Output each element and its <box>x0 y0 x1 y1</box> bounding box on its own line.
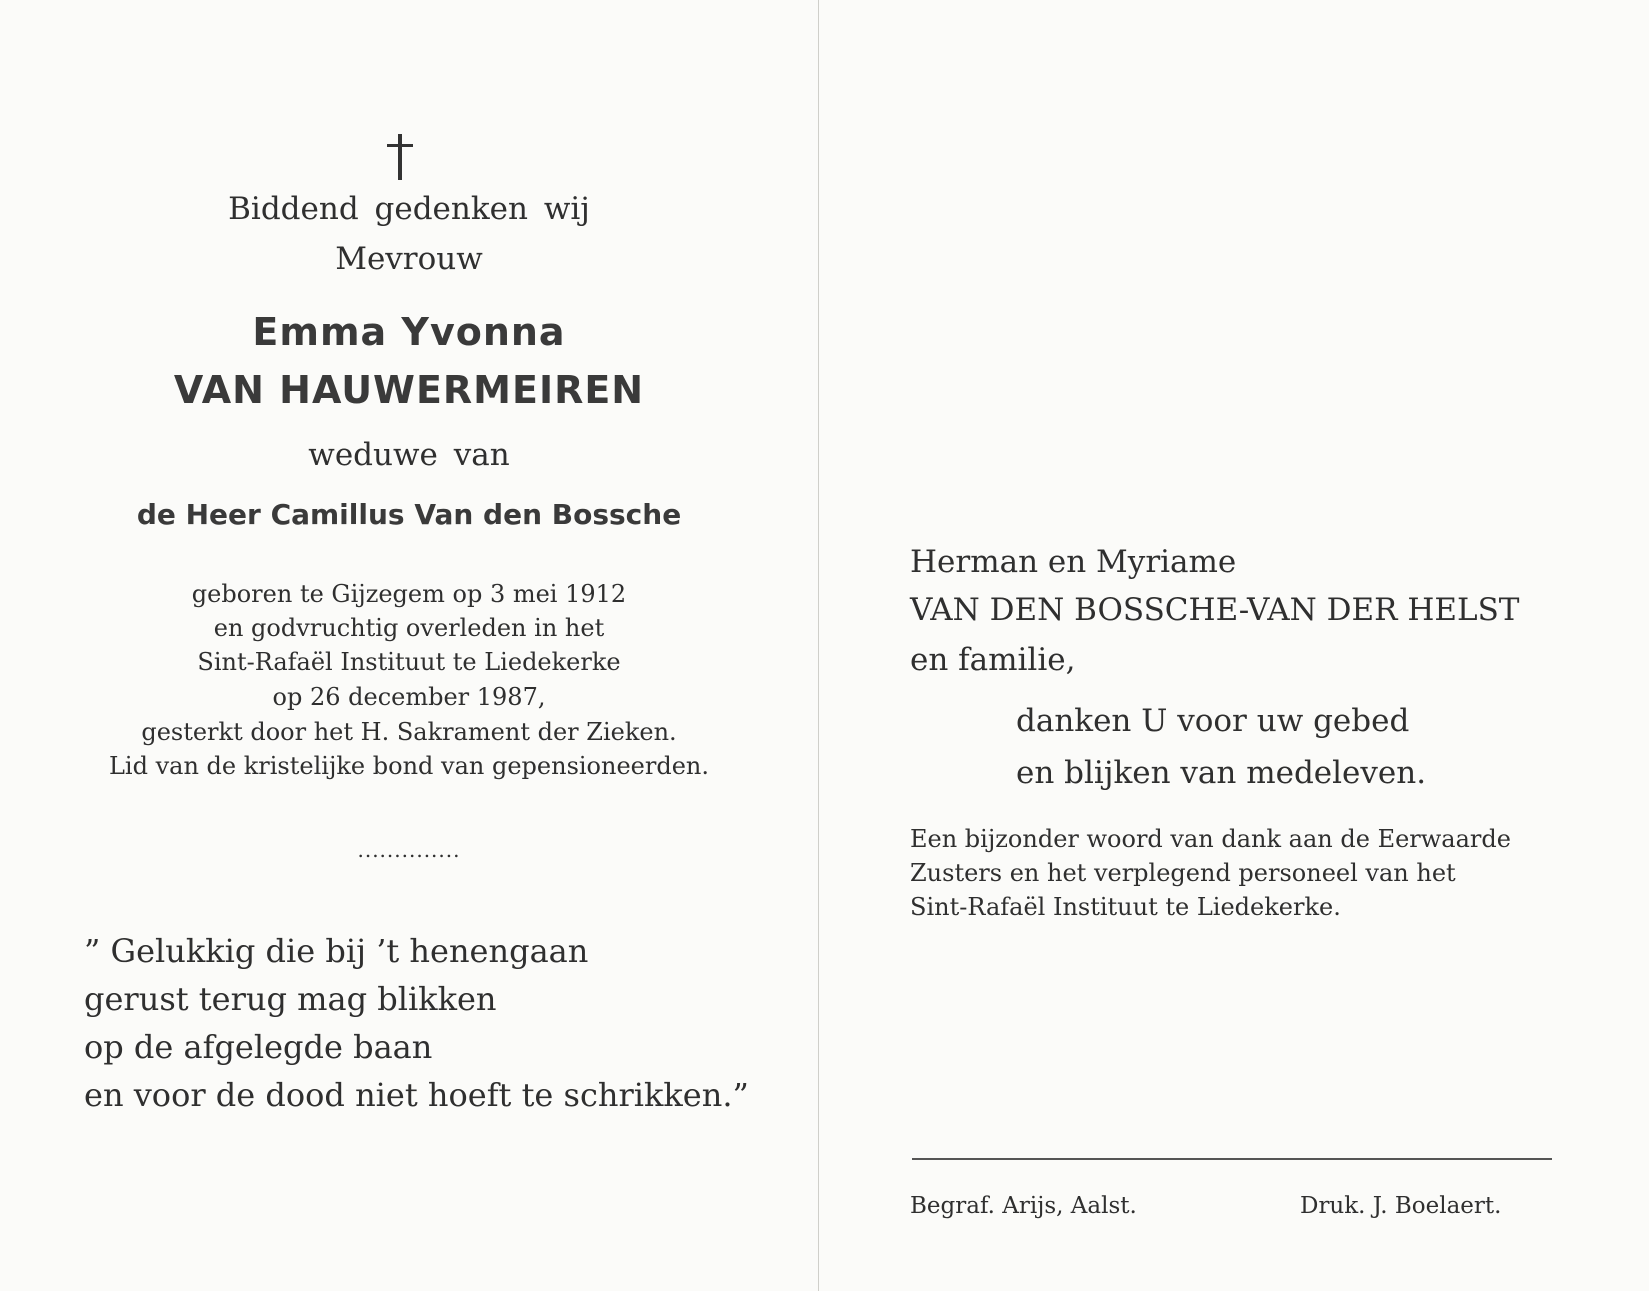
thanks-line: en blijken van medeleven. <box>1016 755 1427 791</box>
bio-line: geboren te Gijzegem op 3 mei 1912 <box>191 580 627 608</box>
bio-line: Sint-Rafaël Instituut te Liedekerke <box>197 648 621 676</box>
bio-line: Lid van de kristelijke bond van gepensioneerden. <box>108 752 709 780</box>
bio-line: gesterkt door het H. Sakrament der Zieken. <box>141 718 677 746</box>
bio-line: en godvruchtig overleden in het <box>213 614 605 642</box>
separator: .............. <box>357 838 461 862</box>
special-thanks-line: Zusters en het verplegend personeel van het <box>910 859 1456 887</box>
special-thanks-line: Een bijzonder woord van dank aan de Eerwaarde <box>910 825 1511 853</box>
funeral-director-credit: Begraf. Arijs, Aalst. <box>910 1193 1137 1219</box>
poem-line: en voor de dood niet hoeft te schrikken.” <box>84 1076 749 1114</box>
intro-text: Biddend gedenken wij <box>228 191 590 227</box>
spouse-name: de Heer Camillus Van den Bossche <box>136 498 682 531</box>
poem-line: ” Gelukkig die bij ’t henengaan <box>84 932 589 970</box>
first-names: Emma Yvonna <box>252 310 566 354</box>
family-line: Herman en Myriame <box>910 544 1237 580</box>
bio-line: op 26 december 1987, <box>272 683 546 711</box>
cross-icon <box>381 134 419 180</box>
left-page <box>0 0 819 1291</box>
special-thanks-line: Sint-Rafaël Instituut te Liedekerke. <box>910 893 1341 921</box>
poem-line: op de afgelegde baan <box>84 1028 433 1066</box>
thanks-line: danken U voor uw gebed <box>1016 703 1410 739</box>
honorific: Mevrouw <box>335 241 483 277</box>
printer-credit: Druk. J. Boelaert. <box>1300 1193 1502 1219</box>
family-line: en familie, <box>910 642 1076 678</box>
footer-divider <box>912 1158 1552 1160</box>
relation-text: weduwe van <box>308 437 510 473</box>
surname: VAN HAUWERMEIREN <box>173 368 645 412</box>
family-line: VAN DEN BOSSCHE-VAN DER HELST <box>910 592 1520 628</box>
poem-line: gerust terug mag blikken <box>84 980 497 1018</box>
